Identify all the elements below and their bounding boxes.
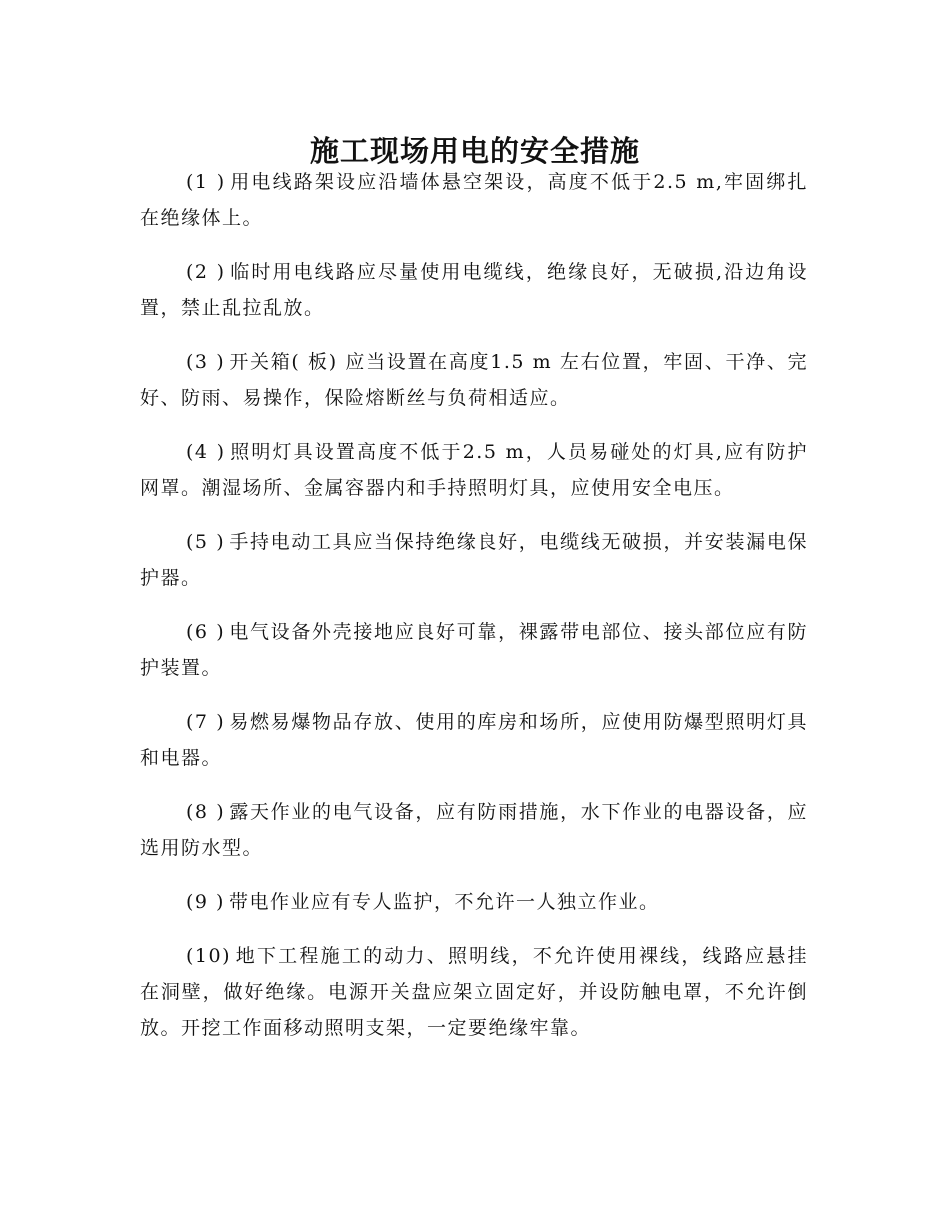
paragraph-number: (2 ): [186, 261, 226, 283]
paragraph-text: 开关箱( 板) 应当设置在高度1.5 m 左右位置，牢固、干净、完好、防雨、易操作，保险熔断丝与负荷相适应。: [140, 351, 809, 409]
paragraph-number: (4 ): [186, 441, 226, 463]
paragraph-text: 易燃易爆物品存放、使用的库房和场所，应使用防爆型照明灯具和电器。: [140, 711, 809, 769]
paragraph-7: [140, 704, 808, 776]
paragraph-4: [140, 434, 808, 506]
paragraph-number: (1 ): [186, 171, 226, 193]
page-title: 施工现场用电的安全措施: [309, 134, 640, 169]
paragraph-10: [140, 938, 808, 1046]
document-body: [140, 164, 808, 1064]
paragraph-6: [140, 614, 808, 686]
paragraph-2: [140, 254, 808, 326]
paragraph-text: 电气设备外壳接地应良好可靠，裸露带电部位、接头部位应有防护装置。: [140, 621, 809, 679]
paragraph-number: (3 ): [186, 351, 226, 373]
paragraph-5: [140, 524, 808, 596]
paragraph-text: 露天作业的电气设备，应有防雨措施，水下作业的电器设备，应选用防水型。: [140, 801, 809, 859]
paragraph-number: (9 ): [186, 891, 225, 913]
paragraph-text: 照明灯具设置高度不低于2.5 m，人员易碰处的灯具,应有防护网罩。潮湿场所、金属容器内和手持照明灯具，应使用安全电压。: [140, 441, 808, 499]
paragraph-text: 地下工程施工的动力、照明线，不允许使用裸线，线路应悬挂在洞壁，做好绝缘。电源开关盘应架立固定好，并设防触电罩，不允许倒放。开挖工作面移动照明支架，一定要绝缘牢靠。: [140, 945, 808, 1039]
paragraph-number: (7 ): [186, 711, 226, 733]
paragraph-text: 带电作业应有专人监护，不允许一人独立作业。: [228, 891, 660, 913]
paragraph-text: 临时用电线路应尽量使用电缆线，绝缘良好，无破损,沿边角设置，禁止乱拉乱放。: [140, 261, 808, 319]
paragraph-text: 用电线路架设应沿墙体悬空架设，高度不低于2.5 m,牢固绑扎在绝缘体上。: [140, 171, 808, 229]
paragraph-number: (8 ): [186, 801, 226, 823]
paragraph-number: (6 ): [186, 621, 226, 643]
paragraph-text: 手持电动工具应当保持绝缘良好，电缆线无破损，并安装漏电保护器。: [140, 531, 809, 589]
paragraph-9: [140, 884, 808, 920]
paragraph-8: [140, 794, 808, 866]
paragraph-1: [140, 164, 808, 236]
paragraph-number: (5 ): [186, 531, 226, 553]
paragraph-number: (10): [186, 945, 232, 967]
paragraph-3: [140, 344, 808, 416]
